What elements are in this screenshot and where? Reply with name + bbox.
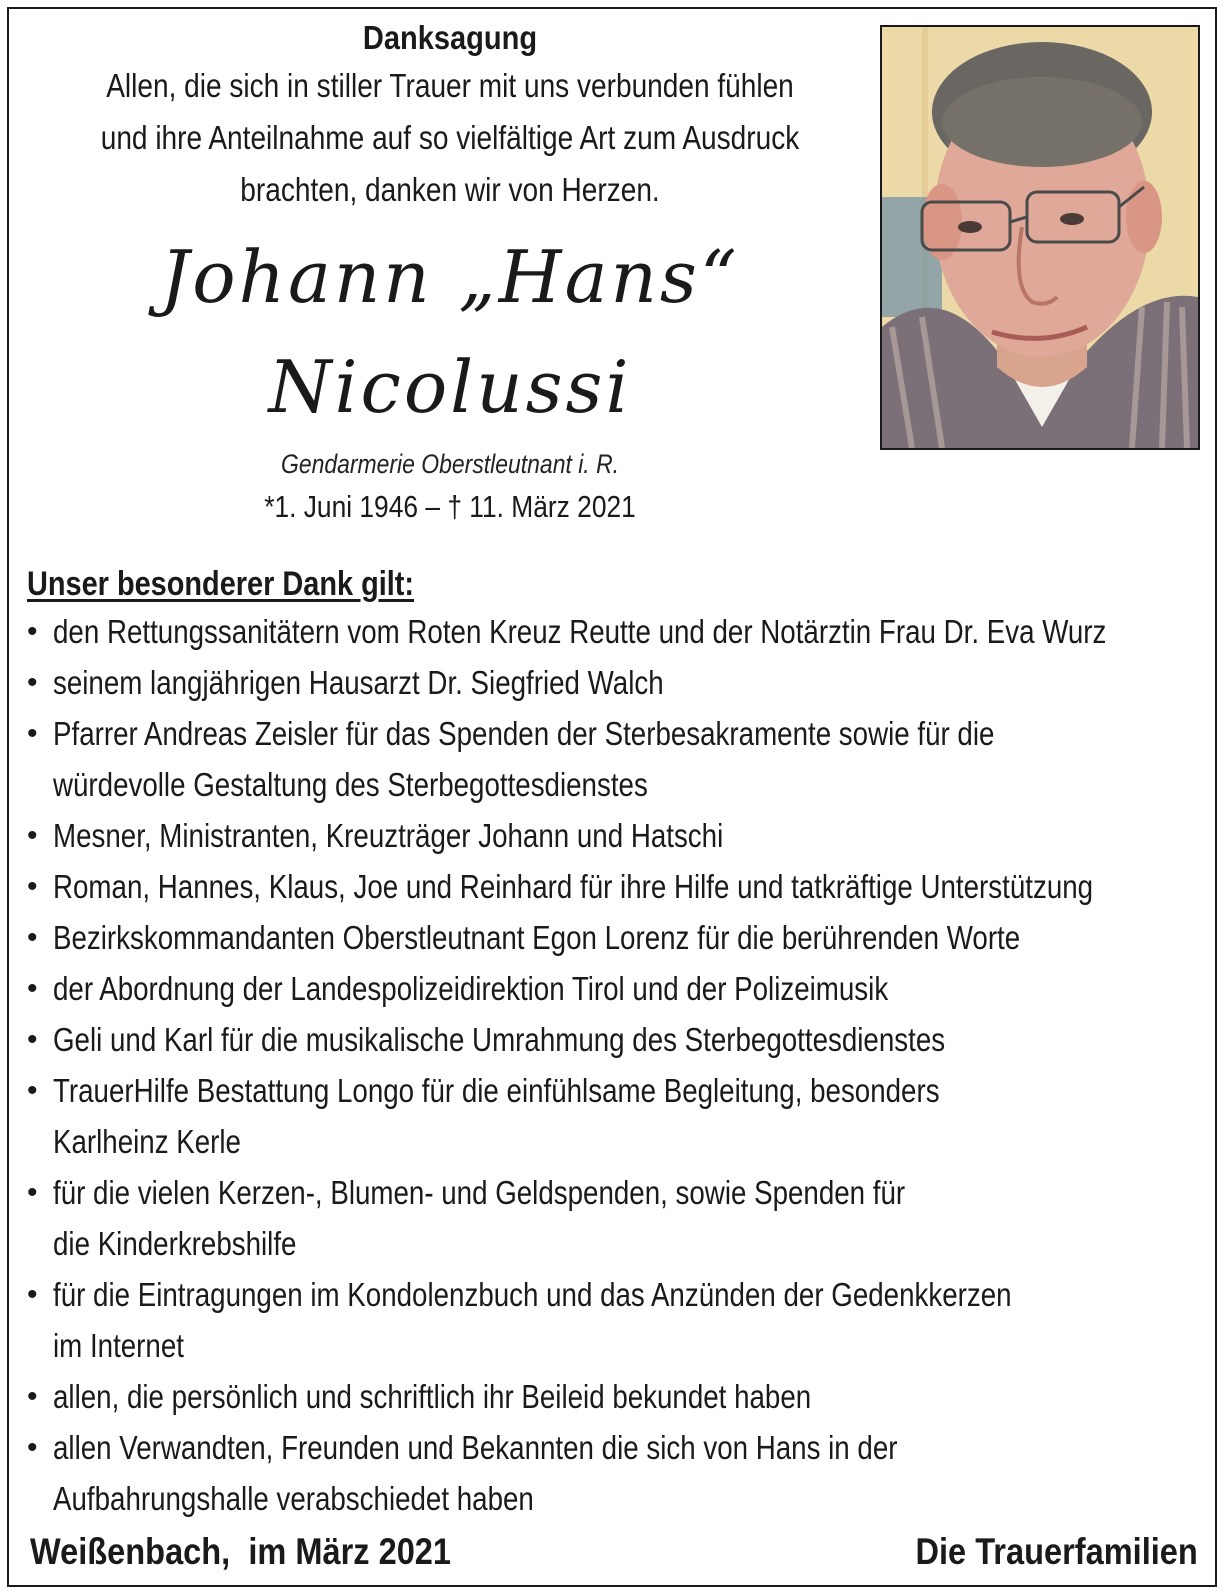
list-item-text: den Rettungssanitätern vom Roten Kreuz Reutte und der Notärztin Frau Dr. Eva Wurz [53,613,1107,650]
list-item-text: seinem langjährigen Hausarzt Dr. Siegfried Walch [53,664,664,701]
bullet-icon: • [27,819,38,852]
bullet-icon: • [27,1431,38,1464]
list-item-text: allen, die persönlich und schriftlich ihr Beileid bekundet haben [53,1378,812,1415]
life-dates: *1. Juni 1946 – † 11. März 2021 [264,489,636,524]
page-title: Danksagung [362,19,538,56]
bullet-icon: • [27,870,38,903]
header [20,16,880,528]
list-item-text: für die Eintragungen im Kondolenzbuch und das Anzünden der Gedenkkerzen [53,1276,1012,1313]
list-item [27,912,1212,963]
list-item [27,861,1212,912]
intro-line: Allen, die sich in stiller Trauer mit uns verbunden fühlen [106,67,794,104]
bullet-icon: • [27,1380,38,1413]
list-item [27,1269,1212,1371]
bullet-icon: • [27,972,38,1005]
list-item [27,708,1212,810]
list-item-text: Pfarrer Andreas Zeisler für das Spenden der Sterbesakramente sowie für die [53,715,995,752]
bullet-icon: • [27,666,38,699]
list-item-text: Mesner, Ministranten, Kreuzträger Johann und Hatschi [53,817,724,854]
list-item [27,1422,1212,1524]
list-item [27,1065,1212,1167]
list-item-text: der Abordnung der Landespolizeidirektion Tirol und der Polizeimusik [53,970,889,1007]
bullet-icon: • [27,1074,38,1107]
list-item-text: Roman, Hannes, Klaus, Joe und Reinhard für ihre Hilfe und tatkräftige Unterstützung [53,868,1094,905]
rank-subtitle: Gendarmerie Oberstleutnant i. R. [280,449,620,479]
intro-line: brachten, danken wir von Herzen. [240,171,660,208]
list-item-text: Karlheinz Kerle [53,1123,241,1160]
intro-line: und ihre Anteilnahme auf so vielfältige Art zum Ausdruck [100,119,800,156]
name-line-last: Nicolussi [268,345,632,429]
deceased-name [20,222,880,442]
list-item [27,810,1212,861]
signature: Die Trauerfamilien [915,1531,1198,1572]
intro-text [85,60,816,216]
list-item-text: allen Verwandten, Freunden und Bekannten die sich von Hans in der [53,1429,898,1466]
bullet-icon: • [27,1176,38,1209]
list-item-text: im Internet [53,1327,184,1364]
bullet-icon: • [27,921,38,954]
bullet-icon: • [27,1023,38,1056]
list-item-text: die Kinderkrebshilfe [53,1225,297,1262]
thanks-heading: Unser besonderer Dank gilt: [27,565,415,603]
list-item [27,1167,1212,1269]
list-item [27,606,1212,657]
portrait-illustration [882,27,1198,448]
list-item-text: Bezirkskommandanten Oberstleutnant Egon Lorenz für die berührenden Worte [53,919,1021,956]
thanks-list [27,606,1212,1524]
name-line-first: Johann „Hans“ [160,235,740,319]
list-item [27,1014,1212,1065]
list-item [27,657,1212,708]
list-item-text: Geli und Karl für die musikalische Umrahmung des Sterbegottesdienstes [53,1021,946,1058]
list-item-text: für die vielen Kerzen-, Blumen- und Geldspenden, sowie Spenden für [53,1174,906,1211]
portrait-photo [880,25,1200,450]
bullet-icon: • [27,1278,38,1311]
list-item-text: würdevolle Gestaltung des Sterbegottesdienstes [53,766,648,803]
list-item-text: TrauerHilfe Bestattung Longo für die einfühlsame Begleitung, besonders [53,1072,940,1109]
list-item-text: Aufbahrungshalle verabschiedet haben [53,1480,534,1517]
bullet-icon: • [27,615,38,648]
list-item [27,963,1212,1014]
list-item [27,1371,1212,1422]
bullet-icon: • [27,717,38,750]
place-date: Weißenbach, im März 2021 [30,1531,452,1572]
thanks-section [27,562,1212,1524]
